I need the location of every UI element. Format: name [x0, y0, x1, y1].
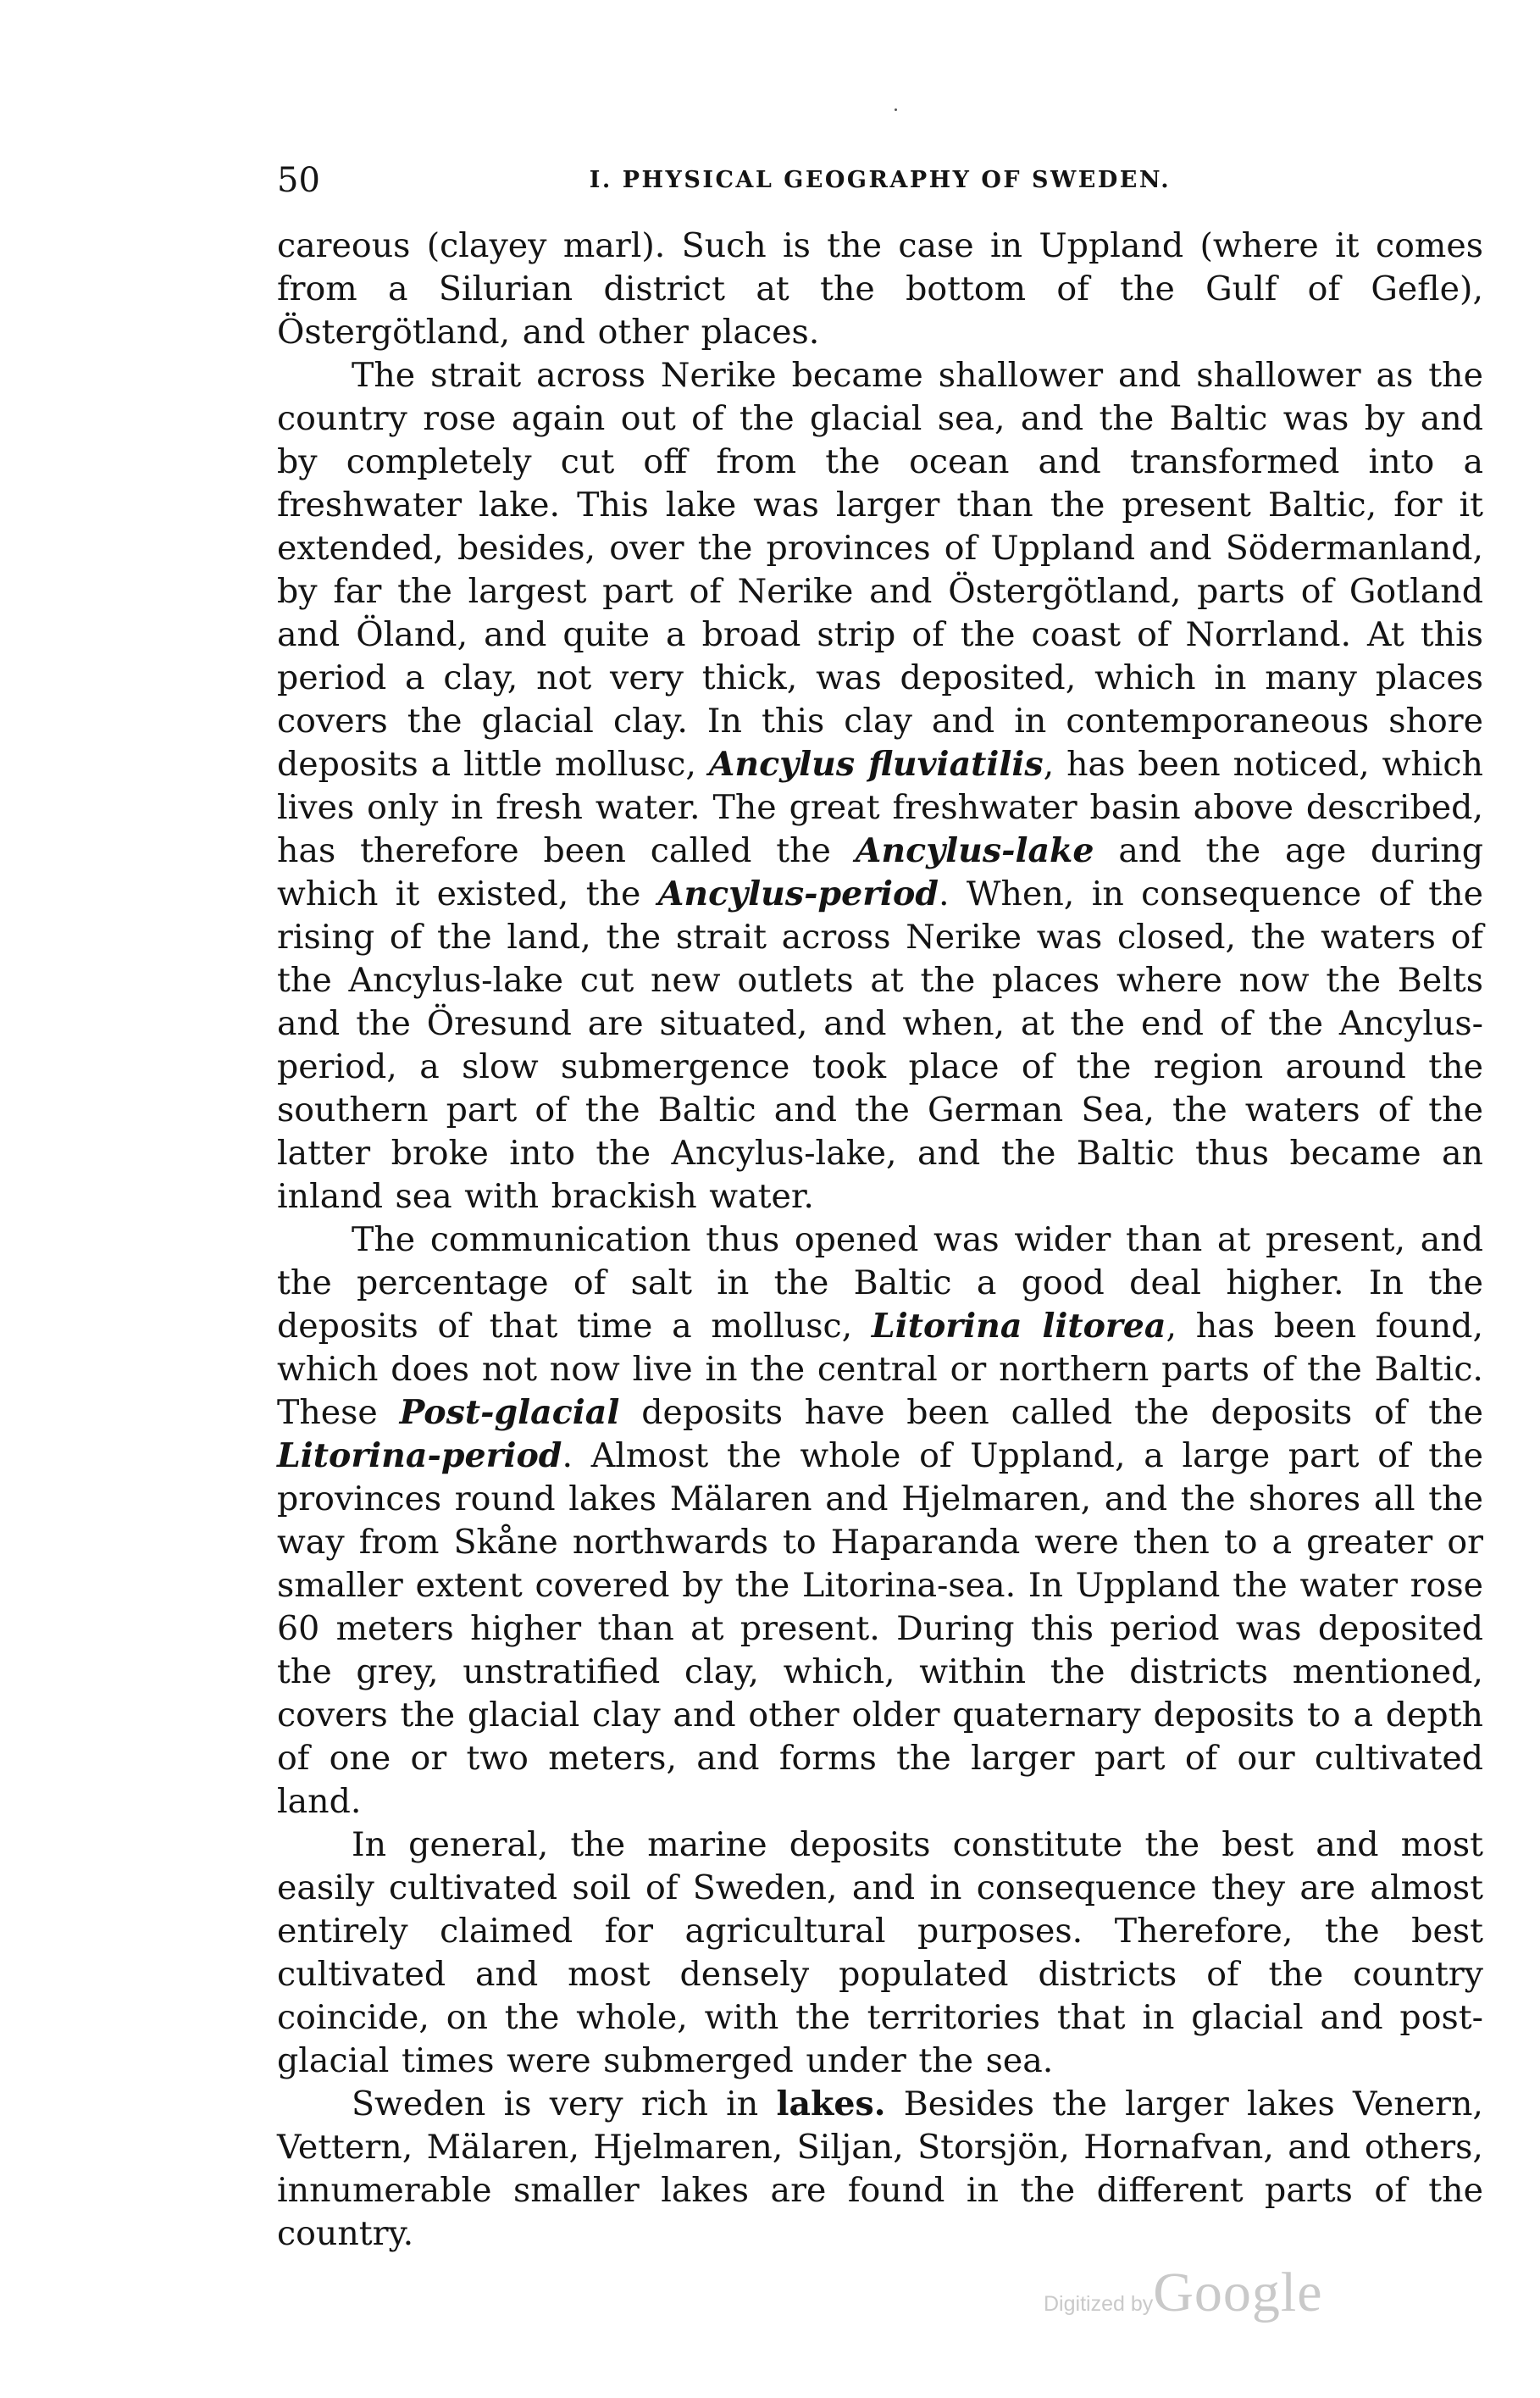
paragraph-text: . Almost the whole of Uppland, a large part of the provinces round lakes Mälaren and Hjelmaren, and the shores all the way from Skåne northwards to Haparanda were then to a greater or smaller extent covered by the Litorina-sea. In Uppland the water rose 60 meters higher than at present. During this period was deposited the grey, unstratified clay, which, within the districts mentioned, covers the glacial clay and other older quaternary deposits to a depth of one or two meters, and forms the larger part of our cultivated land.	[277, 1436, 1483, 1821]
species-name: Litorina litorea	[871, 1307, 1166, 1346]
term-ancylus-lake: Ancylus-lake	[855, 831, 1094, 870]
body-text	[277, 225, 1483, 2256]
paragraph-text: and the age during which it existed, the	[277, 831, 1483, 913]
paragraph-text: Sweden is very rich in	[352, 2084, 777, 2123]
watermark-prefix: Digitized by	[1044, 2292, 1154, 2316]
paragraph-marine-deposits	[277, 1823, 1483, 2083]
term-lakes: lakes.	[776, 2084, 886, 2123]
paragraph-litorina	[277, 1218, 1483, 1823]
paragraph-continuation	[277, 225, 1483, 354]
paragraph-text: The communication thus opened was wider than at present, and the percentage of salt in the Baltic a good deal higher. In the deposits of that time a mollusc,	[277, 1220, 1483, 1346]
page-number: 50	[277, 161, 320, 200]
paragraph-text: careous (clayey marl). Such is the case in Uppland (where it comes from a Silurian district at the bottom of the Gulf of Gefle), Östergötland, and other places.	[277, 226, 1483, 352]
digitized-watermark	[1044, 2261, 1323, 2323]
term-post-glacial: Post-glacial	[399, 1393, 620, 1432]
paragraph-text: Besides the larger lakes Venern, Vettern, Mälaren, Hjelmaren, Siljan, Storsjön, Hornafvan, and others, innumerable smaller lakes are found in the different parts of the country.	[277, 2084, 1483, 2253]
species-name: Ancylus fluviatilis	[708, 745, 1044, 784]
scan-speck	[895, 108, 897, 111]
paragraph-lakes	[277, 2083, 1483, 2256]
paragraph-text: , has been noticed, which lives only in fresh water. The great freshwater basin above described, has therefore been called the	[277, 745, 1483, 870]
paragraph-ancylus	[277, 354, 1483, 1218]
google-logo: Google	[1153, 2262, 1323, 2323]
running-head: I. PHYSICAL GEOGRAPHY OF SWEDEN.	[589, 167, 1172, 193]
paragraph-text: In general, the marine deposits constitute the best and most easily cultivated soil of Sweden, and in consequence they are almost entirely claimed for agricultural purposes. Therefore, the best cultivated and most densely populated districts of the country coincide, on the whole, with the territories that in glacial and post-glacial times were submerged under the sea.	[277, 1825, 1483, 2080]
term-litorina-period: Litorina-period	[277, 1436, 562, 1475]
term-ancylus-period: Ancylus-period	[657, 874, 939, 913]
paragraph-text: deposits have been called the deposits of the	[619, 1393, 1483, 1432]
paragraph-text: , has been found, which does not now live in the central or northern parts of the Baltic. These	[277, 1307, 1483, 1432]
paragraph-text: The strait across Nerike became shallower and shallower as the country rose again out of the glacial sea, and the Baltic was by and by completely cut off from the ocean and transformed into a freshwater lake. This lake was larger than the present Baltic, for it extended, besides, over the provinces of Uppland and Södermanland, by far the largest part of Nerike and Östergötland, parts of Gotland and Öland, and quite a broad strip of the coast of Norrland. At this period a clay, not very thick, was deposited, which in many places covers the glacial clay. In this clay and in contemporaneous shore deposits a little mollusc,	[277, 356, 1483, 784]
page-header	[277, 159, 1483, 202]
paragraph-text: . When, in consequence of the rising of the land, the strait across Nerike was closed, the waters of the Ancylus-lake cut new outlets at the places where now the Belts and the Öresund are situated, and when, at the end of the Ancylus-period, a slow submergence took place of the region around the southern part of the Baltic and the German Sea, the waters of the latter broke into the Ancylus-lake, and the Baltic thus became an inland sea with brackish water.	[277, 874, 1483, 1216]
